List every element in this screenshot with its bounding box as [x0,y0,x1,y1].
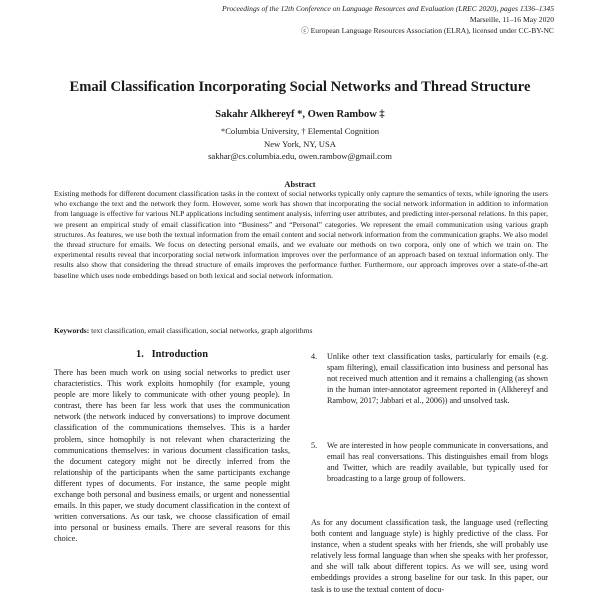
intro-paragraph: There has been much work on using social networks to predict user characteristics. This work exploits homophily (for example, young people are more likely to communicate with other young people). In contrast, there has been far less work that uses the communication network (the network induced by conversations) to improve document classification of the communications themselves. This is a harder problem, since homophily is not relevant when characterizing the communications themselves: in various document classification tasks, the document category might not be directly inferred from the relationship of the participants when the same participants exchange different types of documents. For instance, the same people might exchange both personal and business emails, or urgent and nonessential emails. In this paper, we study document classification in the context of written conversations. As our task, we choose classification of email into personal or business emails. There are several reasons for this choice. [54,368,290,544]
author-emails: sakhar@cs.columbia.edu, owen.rambow@gmail.com [208,151,392,161]
proceedings-header [194,3,554,36]
keywords [54,326,548,336]
keywords-text: text classification, email classification, social networks, graph algorithms [89,326,313,335]
right-paragraph: As for any document classification task, the language used (reflecting both content and language style) is highly predictive of the class. For instance, when a student speaks with her friends, she will probably use relatively less formal language than when she speaks with her professor, and she will talk about different topics. As we will see, using word embeddings provides a strong baseline for our task. In this paper, our task is to use the textual content of docu- [311,518,548,594]
abstract-heading: Abstract [284,180,316,189]
section-title: Introduction [151,349,208,360]
section-number: 1. [136,349,144,360]
list-item [311,440,548,484]
affiliations [0,125,600,163]
list-item-number: 5. [311,441,318,450]
list-item-text: We are interested in how people communicate in conversations, and email has real conversations. This distinguishes email from blogs and Twitter, which are readily available, but typically used for broadcasting to a large group of followers. [327,441,548,484]
conference-location: Marseille, 11–16 May 2020 [469,15,554,24]
list-item [311,351,548,406]
paper-title: Email Classification Incorporating Social Networks and Thread Structure [69,79,531,95]
abstract-text: Existing methods for different document classification tasks in the context of social networks typically only capture the semantics of texts, while ignoring the users who exchange the text and the network they form. However, some work has shown that incorporating the social network information in addition to information from language is effective for various NLP applications including sentiment analysis, inferring user attributes, and predicting inter-personal relations. In this paper, we present an empirical study of email classification into “Business” and “Personal” categories. We represent the email communication using various graph structures. As features, we use both the textual information from the email content and social network information from the communication graphs. We also model the thread structure for emails. We focus on detecting personal emails, and we evaluate our methods on two corpora, only one of which we train on. The experimental results reveal that incorporating social network information improves over the performance of an approach based on textual information only. The results also show that considering the thread structure of emails improves the performance further. Furthermore, our approach improves over a state-of-the-art baseline which uses node embeddings based on both lexical and social network information. [54,189,548,280]
proceedings-citation: Proceedings of the 12th Conference on Language Resources and Evaluation (LREC 2020), pages 1336–1345 [222,4,554,13]
license-notice: ⓒ European Language Resources Association (ELRA), licensed under CC-BY-NC [301,26,554,35]
affiliation-orgs: *Columbia University, † Elemental Cognition [220,126,380,136]
author-list: Sakahr Alkhereyf *, Owen Rambow ‡ [215,109,385,120]
keywords-label: Keywords: [54,326,90,335]
section-heading [54,349,290,360]
list-item-number: 4. [311,352,318,361]
list-item-text: Unlike other text classification tasks, particularly for emails (e.g. spam filtering), email classification into business and personal has not received much attention and it remains a challenging (as shown in the human inter-annotator agreement reported in (Alkhereyf and Rambow, 2017; Jabbari et al., 2006)) and unsolved task. [327,352,548,406]
affiliation-city: New York, NY, USA [264,138,336,149]
